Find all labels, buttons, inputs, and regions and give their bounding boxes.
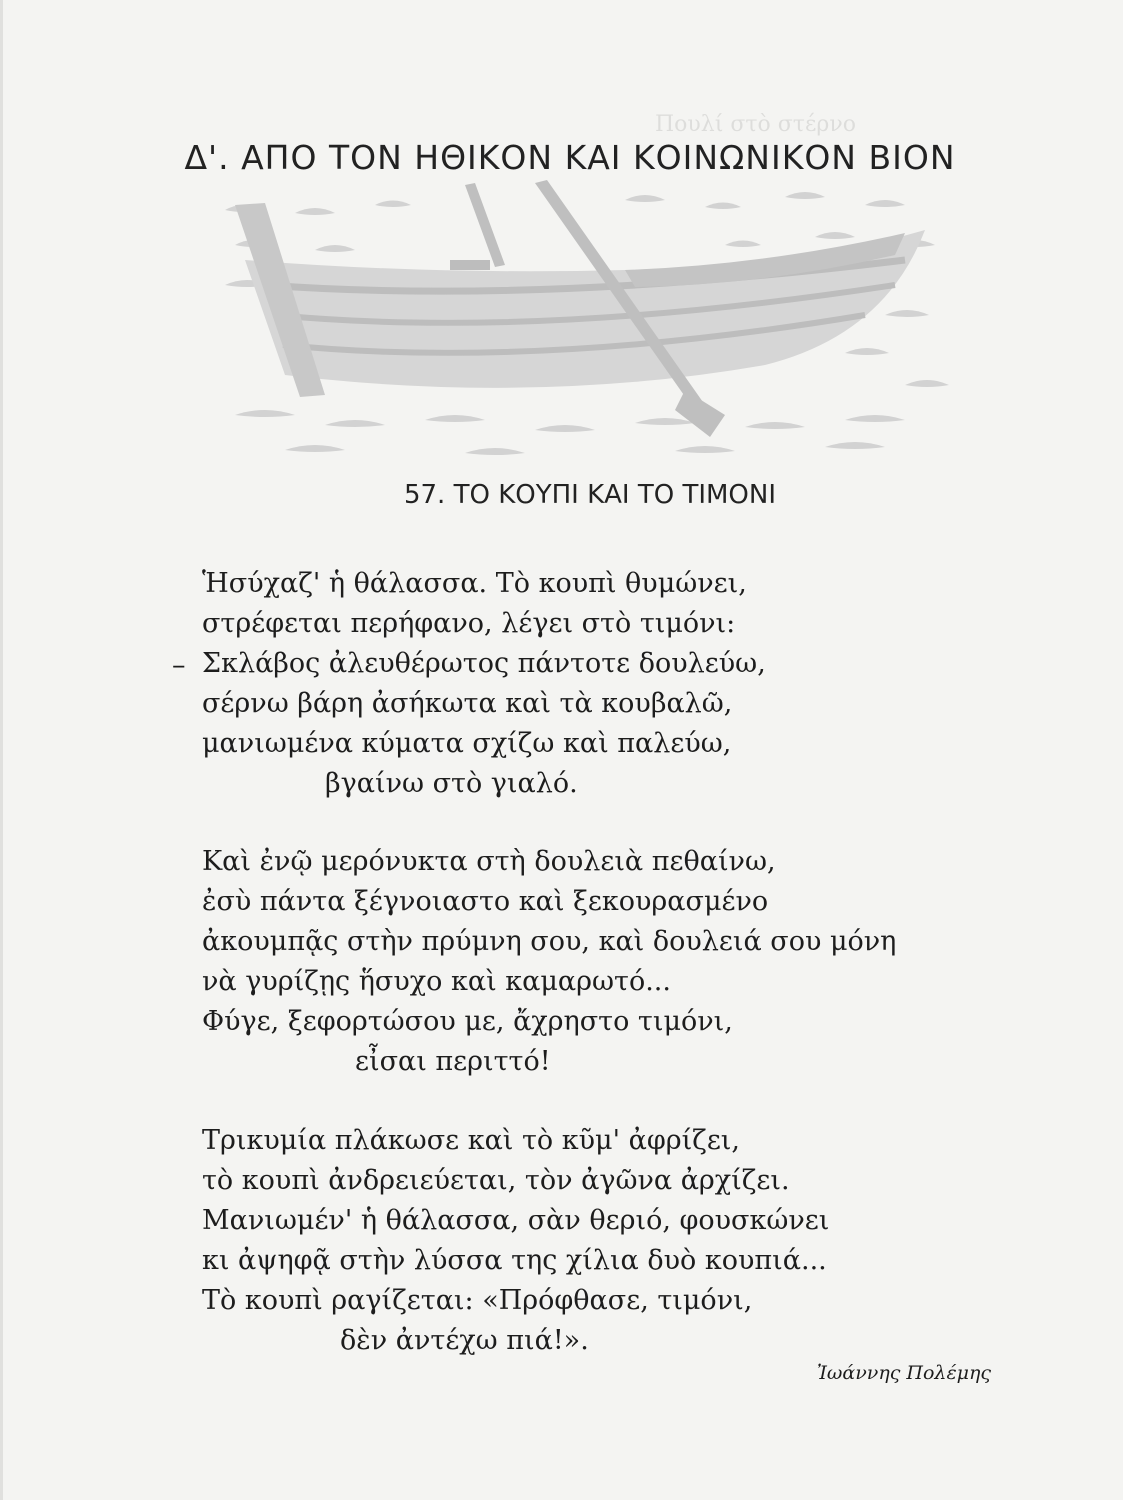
poem-line: ἀκουμπᾷς στὴν πρύμνη σου, καὶ δουλειά σου μόνη xyxy=(202,926,897,957)
poem-line: Μανιωμέν' ἡ θάλασσα, σὰν θεριό, φουσκώνει xyxy=(202,1205,830,1236)
poem-line: Φύγε, ξεφορτώσου με, ἄχρηστο τιμόνι, xyxy=(202,1006,733,1037)
poem-line: τὸ κουπὶ ἀνδρειεύεται, τὸν ἀγῶνα ἀρχίζει. xyxy=(202,1165,790,1196)
poem-line: στρέφεται περήφανο, λέγει στὸ τιμόνι: xyxy=(202,608,736,639)
section-title: Δ'. ΑΠΟ ΤΟΝ ΗΘΙΚΟΝ ΚΑΙ ΚΟΙΝΩΝΙΚΟΝ ΒΙΟΝ xyxy=(184,138,956,177)
poem-line: δὲν ἀντέχω πιά!». xyxy=(340,1325,589,1356)
poem-line: Σκλάβος ἀλευθέρωτος πάντοτε δουλεύω, xyxy=(202,648,766,679)
poem-line: Τρικυμία πλάκωσε καὶ τὸ κῦμ' ἀφρίζει, xyxy=(202,1125,740,1156)
oar-left xyxy=(465,183,505,267)
dialogue-dash: – xyxy=(172,650,186,681)
poem-title: 57. ΤΟ ΚΟΥΠΙ ΚΑΙ ΤΟ ΤΙΜΟΝΙ xyxy=(403,480,777,510)
poem-line: Ἡσύχαζ' ἡ θάλασσα. Τὸ κουπὶ θυμώνει, xyxy=(202,568,747,599)
bleed-through-text: Πουλί στὸ στέρνο xyxy=(655,112,856,137)
poem-line: ἐσὺ πάντα ξέγνοιαστο καὶ ξεκουρασμένο xyxy=(202,886,769,917)
poem-line: βγαίνω στὸ γιαλό. xyxy=(325,768,578,799)
poem-line: Καὶ ἐνῷ μερόνυκτα στὴ δουλειὰ πεθαίνω, xyxy=(202,846,776,877)
page-edge xyxy=(0,0,3,1500)
poem-line: κι ἀψηφᾷ στὴν λύσσα της χίλια δυὸ κουπιά... xyxy=(202,1245,827,1276)
poem-line: Τὸ κουπὶ ραγίζεται: «Πρόφθασε, τιμόνι, xyxy=(202,1285,753,1316)
poem-line: μανιωμένα κύματα σχίζω καὶ παλεύω, xyxy=(202,728,732,759)
poem-line: νὰ γυρίζῃς ἥσυχο καὶ καμαρωτό... xyxy=(202,966,671,997)
poem-line: εἶσαι περιττό! xyxy=(355,1046,551,1077)
rowboat-illustration xyxy=(205,175,960,465)
author-name: Ἰωάννης Πολέμης xyxy=(817,1362,992,1384)
poem-line: σέρνω βάρη ἀσήκωτα καὶ τὰ κουβαλῶ, xyxy=(202,688,733,719)
